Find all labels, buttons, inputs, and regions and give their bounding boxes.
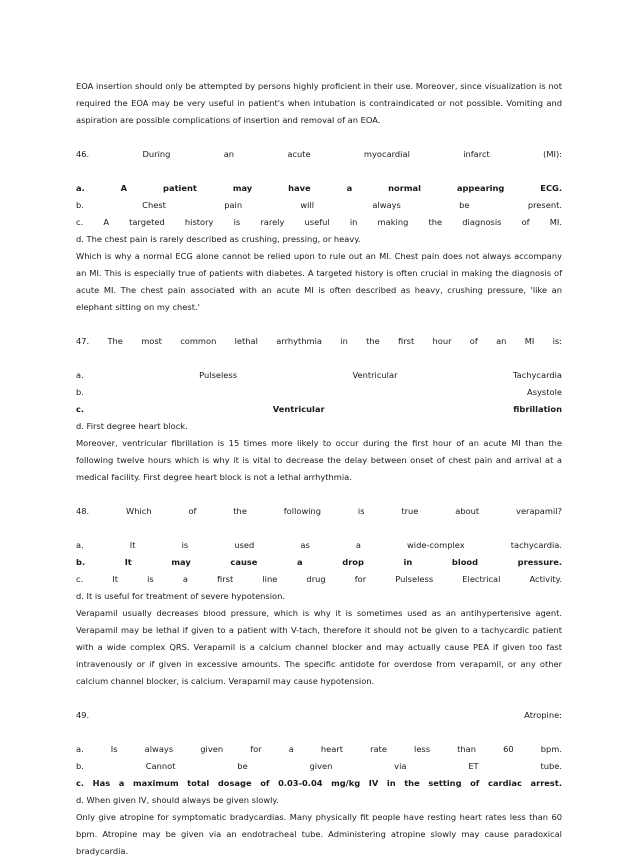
question-48-option-a: a. It is used as a wide-complex tachycardia. [76,540,562,550]
question-49-option-a: a. Is always given for a heart rate less than 60 bpm. [76,744,562,754]
question-47-stem: 47. The most common lethal arrhythmia in the first hour of an MI is: [76,336,562,346]
question-49-option-b: b. Cannot be given via ET tube. [76,761,562,771]
question-49-option-c: c. Has a maximum total dosage of 0.03-0.04 mg/kg IV in the setting of cardiac arrest. [76,778,562,788]
question-46-option-c: c. A targeted history is rarely useful in making the diagnosis of MI. [76,217,562,227]
question-49-explanation: Only give atropine for symptomatic bradycardias. Many physically fit people have resting heart rates less than 60 bpm. Atropine may be given via an endotracheal tube. Administering atropine slowly may cause paradoxical bradycardia. [76,812,562,856]
question-47-explanation: Moreover, ventricular fibrillation is 15 times more likely to occur during the first hour of an acute MI than the following twelve hours which is why it is vital to decrease the delay between onset of chest pain and arrival at a medical facility. First degree heart block is not a lethal arrhythmia. [76,438,562,482]
question-49-stem: 49. Atropine: [76,710,562,720]
question-46-option-a: a. A patient may have a normal appearing ECG. [76,183,562,193]
question-47-option-b: b. Asystole [76,387,562,397]
question-48-option-c: c. It is a first line drug for Pulseless Electrical Activity. [76,574,562,584]
document-page [76,78,562,860]
question-48-option-b: b. It may cause a drop in blood pressure. [76,557,562,567]
question-49-option-d: d. When given IV, should always be given slowly. [76,795,279,805]
question-46-explanation: Which is why a normal ECG alone cannot be relied upon to rule out an MI. Chest pain does not always accompany an MI. This is especially true of patients with diabetes. A targeted history is often crucial in making the diagnosis of acute MI. The chest pain associated with an acute MI is often described as heavy, crushing pressure, 'like an elephant sitting on my chest.' [76,251,562,312]
question-46-stem: 46. During an acute myocardial infarct (MI): [76,149,562,159]
question-48-option-d: d. It is useful for treatment of severe hypotension. [76,591,286,601]
question-47-option-d: d. First degree heart block. [76,421,188,431]
question-46-option-d: d. The chest pain is rarely described as crushing, pressing, or heavy. [76,234,361,244]
question-47-option-c: c. Ventricular fibrillation [76,404,562,414]
intro-paragraph: EOA insertion should only be attempted by persons highly proficient in their use. Moreover, since visualization is not required the EOA may be very useful in patient's when intubation is contraindicated or not possible. Vomiting and aspiration are possible complications of insertion and removal of an EOA. [76,81,562,125]
question-48-explanation: Verapamil usually decreases blood pressure, which is why it is sometimes used as an antihypertensive agent. Verapamil may be lethal if given to a patient with V-tach, therefore it should not be given to a tachycardic patient with a wide complex QRS. Verapamil is a calcium channel blocker and may actually cause PEA if given too fast intravenously or if given in excessive amounts. The specific antidote for overdose from verapamil, or any other calcium channel blocker, is calcium. Verapamil may cause hypotension. [76,608,562,686]
question-47-option-a: a. Pulseless Ventricular Tachycardia [76,370,562,380]
question-48-stem: 48. Which of the following is true about verapamil? [76,506,562,516]
question-46-option-b: b. Chest pain will always be present. [76,200,562,210]
